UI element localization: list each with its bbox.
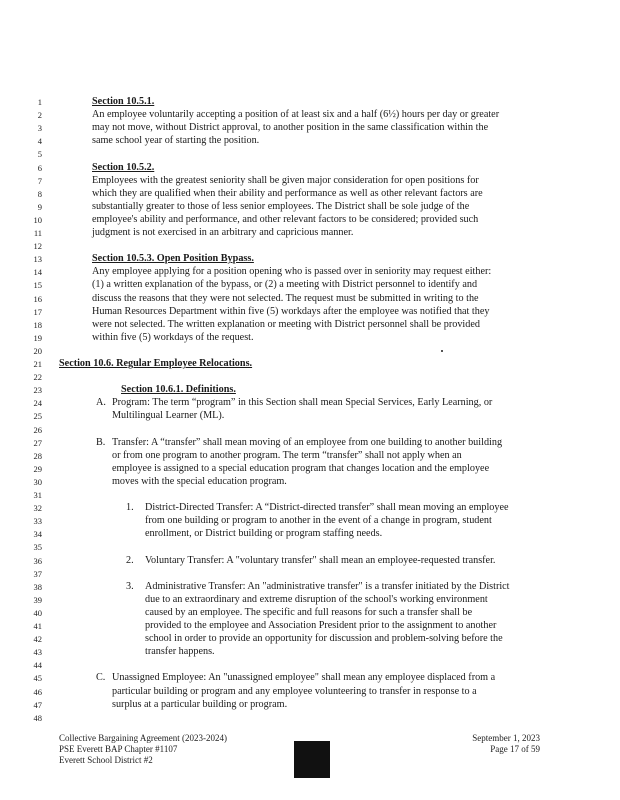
transfer-type-3-text-line: caused by an employee. The specific and full reasons for such a transfer shall be (145, 606, 473, 618)
line-number: 4 (37, 136, 42, 147)
line-number: 5 (37, 149, 42, 160)
transfer-type-1-text-line: District-Directed Transfer: A “District-directed transfer” shall mean moving an employee (145, 502, 509, 514)
section-10-5-2-heading: Section 10.5.2. (92, 161, 155, 173)
line-number: 42 (33, 634, 42, 645)
section-10-5-3-text-line: were not selected. The written explanation or meeting with District personnel shall be provided (92, 318, 480, 330)
line-number: 1 (37, 97, 42, 107)
transfer-type-1-text-line: enrollment, or District building or program staffing needs. (145, 528, 383, 540)
line-number: 39 (33, 594, 42, 605)
list-marker-b: B. (96, 436, 106, 448)
redaction-block (294, 741, 330, 778)
section-10-5-2-text-line: judgment is not exercised in an arbitrary and capricious manner. (92, 227, 354, 238)
line-number: 12 (33, 241, 42, 252)
section-10-5-1-text-line: An employee voluntarily accepting a position of at least six and a half (6½) hours per day or greater (92, 109, 500, 121)
line-number: 31 (33, 490, 42, 500)
line-number: 9 (37, 201, 42, 212)
line-number: 29 (33, 463, 42, 474)
section-10-5-1-heading: Section 10.5.1. (92, 96, 155, 107)
list-marker-3: 3. (126, 580, 134, 592)
line-number: 7 (37, 175, 42, 186)
line-number: 46 (33, 686, 42, 697)
line-number: 16 (33, 293, 42, 304)
transfer-type-1-text-line: from one building or program to another in the event of a change in program, student (145, 515, 492, 527)
section-10-5-2-text-line: substantially greater to those of less senior employees. The District shall be sole judge of the (92, 200, 470, 212)
line-number: 8 (37, 188, 42, 199)
line-number: 45 (33, 673, 42, 684)
section-10-6-1-heading: Section 10.6.1. Definitions. (121, 384, 236, 396)
line-number: 30 (33, 476, 42, 487)
line-number: 20 (33, 345, 42, 356)
list-marker-c: C. (96, 672, 106, 684)
section-10-5-2-text-line: Employees with the greatest seniority shall be given major consideration for open positions for (92, 174, 479, 186)
line-number: 11 (33, 228, 42, 238)
line-number: 40 (33, 607, 42, 618)
line-number: 17 (33, 306, 42, 317)
transfer-type-3-text-line: Administrative Transfer: An "administrative transfer" is a transfer initiated by the District (145, 580, 510, 592)
transfer-type-3-text-line: transfer happens. (145, 646, 215, 658)
line-number: 41 (33, 621, 42, 631)
footer-agreement-title: Collective Bargaining Agreement (2023-2024) (59, 733, 228, 743)
definition-c-text-line: Unassigned Employee: An "unassigned employee" shall mean any employee displaced from a (112, 672, 496, 684)
definition-b-text-line: or from one program to another program. The term “transfer” shall not apply when an (112, 449, 462, 461)
definition-b-text-line: moves with the special education program. (112, 475, 287, 487)
stray-mark (441, 350, 443, 352)
line-number: 28 (33, 450, 42, 461)
section-10-6-heading: Section 10.6. Regular Employee Relocations. (59, 358, 253, 369)
section-10-5-2-text-line: employee's ability and performance, and other relevant factors to be considered; provided such (92, 213, 479, 225)
line-number: 36 (33, 555, 42, 566)
line-number: 10 (33, 214, 42, 225)
line-number: 25 (33, 411, 42, 422)
list-marker-2: 2. (126, 554, 134, 566)
line-number: 27 (33, 437, 42, 448)
transfer-type-3-text-line: provided to the employee and Association President prior to the assignment to another (145, 620, 497, 631)
line-number: 21 (33, 359, 42, 369)
line-number: 34 (33, 529, 42, 540)
footer-page-number: Page 17 of 59 (490, 744, 540, 754)
section-10-5-1-text-line: same school year of starting the position. (92, 135, 260, 147)
definition-c-text-line: particular building or program and any employee volunteering to transfer in response to a (112, 685, 477, 697)
definition-a-text-line: Multilingual Learner (ML). (112, 410, 225, 422)
line-number: 32 (33, 503, 42, 514)
transfer-type-3-text-line: due to an extraordinary and extreme disruption of the school's working environment (145, 593, 488, 605)
line-number: 6 (37, 162, 42, 173)
transfer-type-3-text-line: school in order to provide an opportunity for discussion and problem-solving before the (145, 633, 503, 645)
line-number: 48 (33, 712, 42, 723)
section-10-5-1-text-line: may not move, without District approval, to another position in the same classification within the (92, 122, 489, 134)
line-number: 44 (33, 660, 42, 671)
section-10-5-3-text-line: within five (5) workdays of the request. (92, 331, 254, 343)
line-number: 3 (37, 123, 42, 134)
list-marker-1: 1. (126, 502, 134, 514)
line-number: 37 (33, 568, 42, 579)
line-number: 33 (33, 516, 42, 527)
section-10-5-3-text-line: discuss the reasons that they were not selected. The request must be submitted in writing to the (92, 292, 479, 304)
line-number: 18 (33, 319, 42, 330)
footer-chapter: PSE Everett BAP Chapter #1107 (59, 744, 178, 754)
definition-c-text-line: surplus at a particular building or program. (112, 698, 288, 710)
line-number: 13 (33, 254, 42, 265)
definition-b-text-line: Transfer: A “transfer” shall mean moving of an employee from one building to another building (112, 436, 503, 448)
definition-a-text-line: Program: The term “program” in this Section shall mean Special Services, Early Learning, or (112, 397, 493, 409)
section-10-5-3-text-line: Any employee applying for a position opening who is passed over in seniority may request either: (92, 266, 492, 278)
section-10-5-3-text-line: Human Resources Department within five (5) workdays after the employee was notified that they (92, 305, 490, 317)
line-number: 26 (33, 424, 42, 435)
line-number: 15 (33, 280, 42, 291)
line-number: 35 (33, 542, 42, 553)
line-number: 22 (33, 372, 42, 383)
section-10-5-3-heading: Section 10.5.3. Open Position Bypass. (92, 253, 254, 265)
line-number: 2 (37, 110, 42, 121)
line-number: 38 (33, 581, 42, 592)
line-number: 24 (33, 398, 42, 409)
line-number: 43 (33, 647, 42, 658)
transfer-type-2-text-line: Voluntary Transfer: A "voluntary transfer" shall mean an employee-requested transfer. (145, 554, 496, 566)
line-number: 23 (33, 385, 42, 396)
section-10-5-3-text-line: (1) a written explanation of the bypass, or (2) a meeting with District personnel to identify and (92, 279, 478, 291)
list-marker-a: A. (96, 397, 106, 409)
line-number: 47 (33, 699, 42, 710)
line-number: 14 (33, 267, 42, 278)
definition-b-text-line: employee is assigned to a special education program that changes location and the employee (112, 462, 490, 474)
footer-district: Everett School District #2 (59, 755, 153, 765)
line-number: 19 (33, 332, 42, 343)
section-10-5-2-text-line: which they are qualified when their ability and performance as well as other relevant factors are (92, 187, 483, 199)
footer-date: September 1, 2023 (472, 733, 540, 743)
